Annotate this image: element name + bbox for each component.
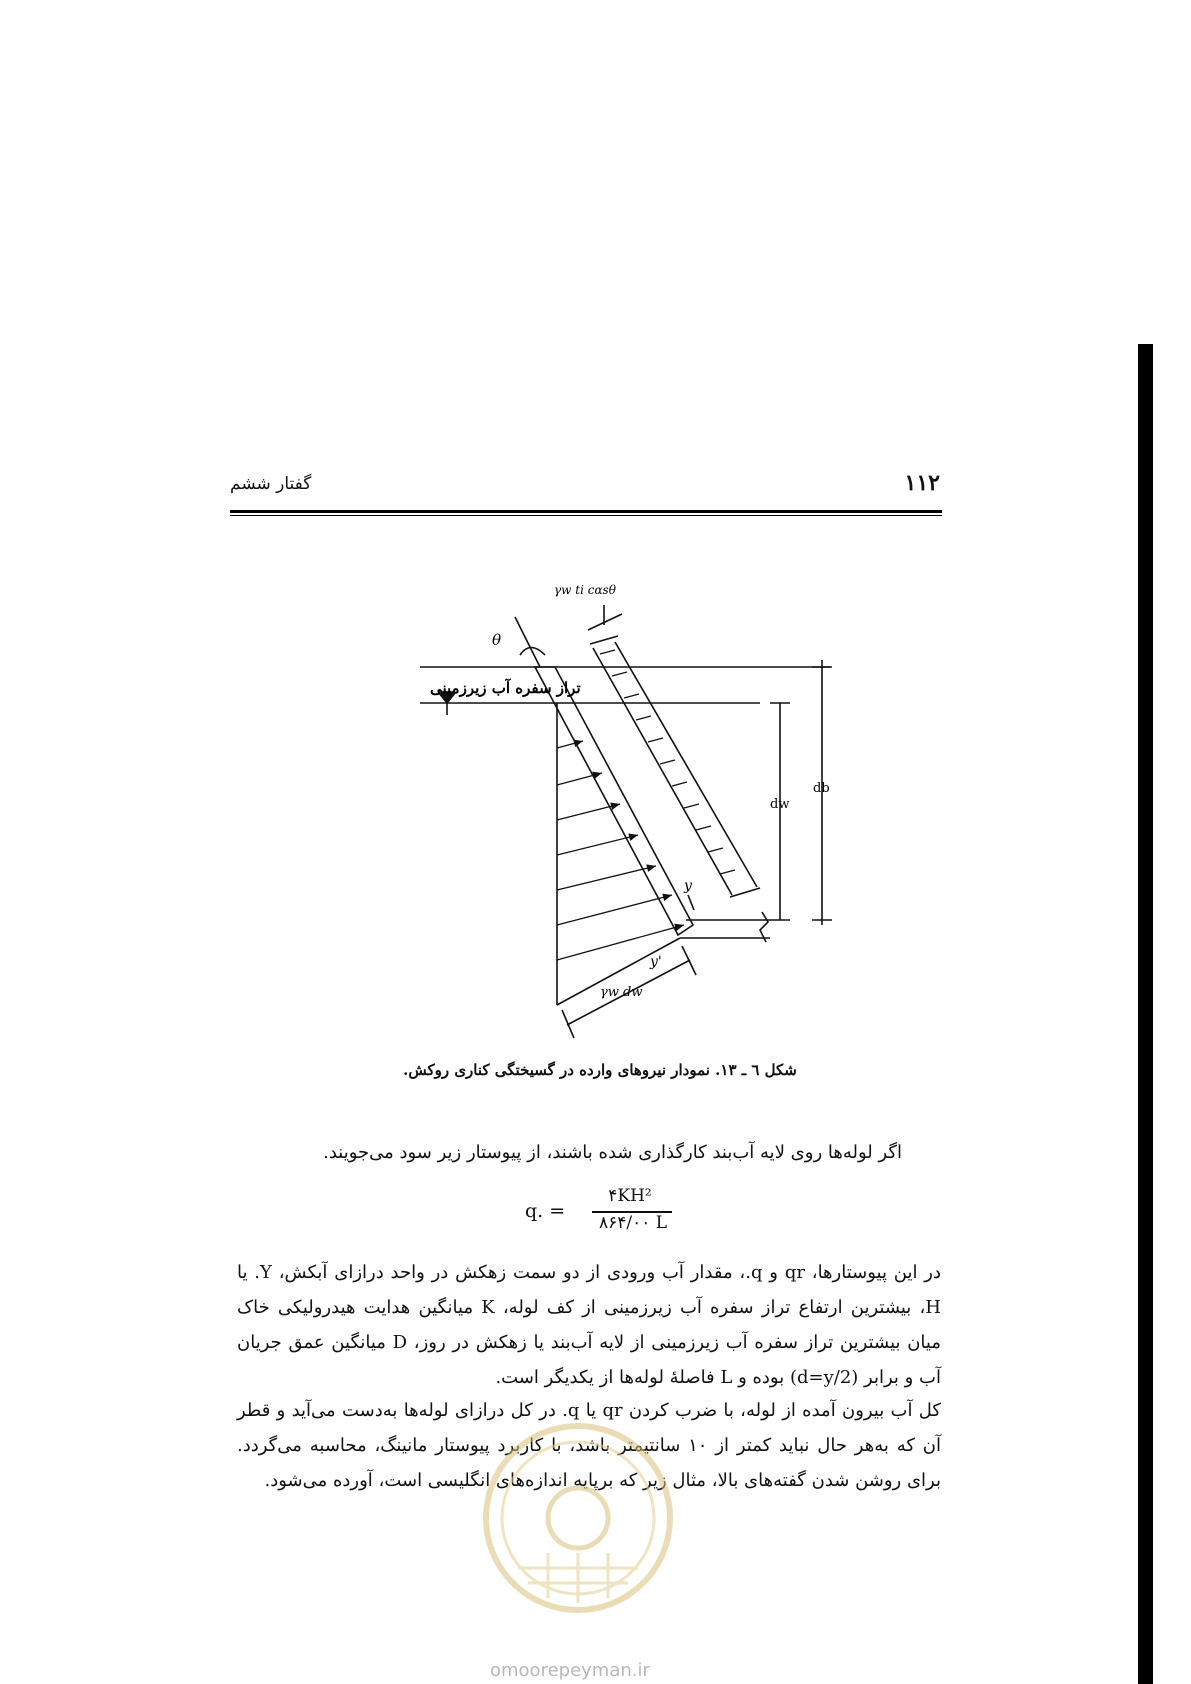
paragraph-2: در این پیوستارها، qr و q.، مقدار آب ورودی از دو سمت زهکش در واحد درازای آبکش، Y. یا H، بیشترین ارتفاع تراز سفره آب زیرزمینی از کف لوله، K میانگین هدایت هیدرولیکی خاک میان بیشترین تراز سفره آب زیرزمینی از لایه آب‌بند یا زهکش در روز، D میانگین عمق جریان آب و برابر (d=y/2) بوده و L فاصلهٔ لوله‌ها از یکدیگر است. — [237, 1262, 942, 1388]
page-number: ۱۱۲ — [904, 470, 940, 496]
chapter-title: گفتار ششم — [230, 474, 312, 494]
y-prime-label: y' — [650, 954, 662, 970]
formula-denominator: ۸۶۴/۰۰ L — [598, 1213, 668, 1233]
figure-caption: شکل ٦ ـ ١٣. نمودار نیروهای وارده در گسیختگی کناری روکش. — [403, 1061, 797, 1079]
watermark-site: omoorepeyman.ir — [490, 1660, 650, 1681]
formula-numerator: ۴KH² — [608, 1186, 652, 1206]
upper-load-arrows — [600, 650, 735, 874]
y-marker — [688, 895, 694, 910]
theta-label: θ — [492, 631, 502, 649]
y-label: y — [684, 878, 692, 894]
paragraph-3: کل آب بیرون آمده از لوله، با ضرب کردن qr یا q. در کل درازای لوله‌ها به‌دست می‌آید و قطر آن که به‌هر حال نباید کمتر از ۱۰ سانتیمتر باشد، با کاربرد پیوستار مانینگ، محاسبه می‌گردد. برای روشن شدن گفته‌های بالا، مثال زیر که برپایه اندازه‌های انگلیسی است، آورده می‌شود. — [237, 1400, 942, 1491]
bottom-dim-tick-a — [562, 1010, 574, 1038]
watermark-seal — [478, 1418, 678, 1618]
upper-load-line-left — [593, 648, 732, 895]
upper-load-end-bottom — [730, 888, 760, 897]
top-load-dim-line — [588, 614, 622, 630]
upper-load-line-right — [615, 642, 757, 887]
paragraph-1: اگر لوله‌ها روی لایه آب‌بند کارگذاری شده باشند، از پیوستار زیر سود می‌جویند. — [323, 1142, 902, 1163]
pressure-arrows — [557, 741, 684, 960]
theta-reference-line — [515, 617, 540, 667]
db-label: db — [813, 781, 830, 796]
formula-lhs: q. = — [525, 1200, 566, 1222]
drain-discharge-formula — [520, 1186, 680, 1236]
water-table-label: تراز سفره آب زیرزمینی — [430, 679, 581, 697]
bottom-load-label: γw dw — [600, 985, 643, 1000]
top-load-label: γw ti cαsθ — [554, 583, 616, 597]
bottom-dim-tick-b — [682, 946, 696, 975]
dw-label: dw — [770, 797, 790, 812]
lining-slab — [535, 667, 693, 935]
upper-load-end-top — [590, 636, 618, 644]
